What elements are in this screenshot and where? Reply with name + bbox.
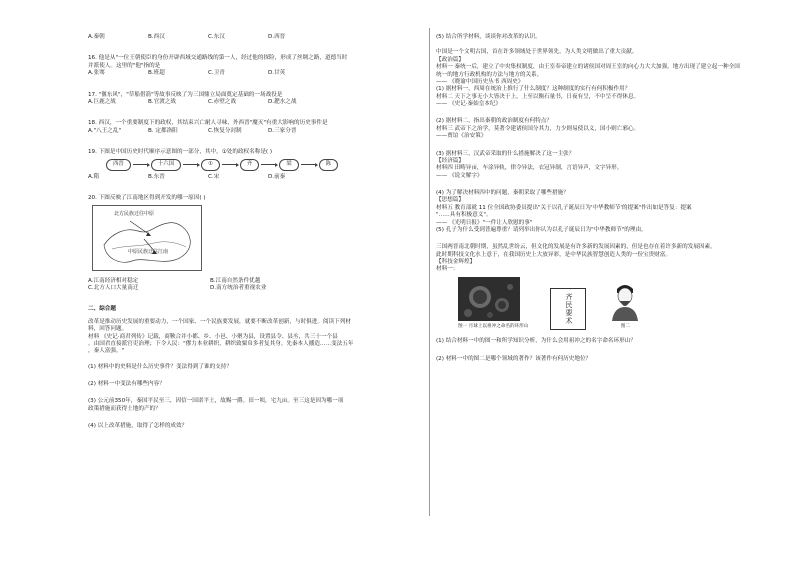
sub-question: 政策措施而获得土地的产的？ (88, 405, 161, 412)
figure-2 (550, 288, 586, 330)
passage-text: 中国是一个文明古国，首在许多领域处于世界领先，为人类文明做出了重大贡献。 (436, 49, 638, 56)
material-text: 材料 《史记·商君列传》记载，商鞅合并小都、乡、小邑、小聚为县，设置县令、县丞，共三十一个县 (88, 333, 338, 340)
question-text: 并派使人。这里的"他"指的是 (88, 62, 161, 69)
option[interactable]: A.巨鹿之战 (88, 98, 116, 105)
section-heading: 【经济篇】 (436, 157, 464, 164)
answer-space[interactable] (436, 108, 758, 118)
arrow-icon (261, 164, 277, 165)
question-text: 20. 下图反映了江南地区得到开发的哪一原因( ) (88, 194, 206, 201)
map-label: 中原民族迁往江南 (128, 249, 169, 256)
option[interactable]: D.甘英 (268, 70, 286, 77)
question-text: 19. 下图是中国历史时代顺序示意图的一部分，其中，①处的政权名称是( ) (88, 149, 273, 155)
sub-question: (2) 材料一中变法有哪些内容？ (88, 381, 165, 387)
option[interactable]: D.南方统治者重视农业 (210, 285, 267, 291)
citation: —— 《晓谕中国历史丛书 西周史》 (436, 78, 524, 85)
sub-question: (5) 孔子为什么受到普遍尊重？请列举出你认为以孔子诞辰日为"中华教师节"的理由。 (436, 226, 647, 233)
option[interactable]: C.赤壁之战 (208, 98, 237, 105)
passage-text: 三国两晋南北朝时期，虽然乱世纷云，但文化的发展是有许多新的发展因素的，但是也存在着许多新的发展因素。 (436, 244, 716, 251)
material-text: "……具有积极意义"。 (436, 212, 492, 219)
flow-node: ① (201, 159, 220, 170)
question-18 (88, 120, 420, 135)
option[interactable]: A.张骞 (88, 70, 105, 77)
option[interactable]: B.班超 (148, 70, 165, 77)
option[interactable]: A."八王之乱" (88, 127, 122, 134)
figure-portrait (608, 279, 642, 330)
sub-question: (1) 材料中的史料是什么历史事件？变法得到了谁的支持？ (88, 363, 232, 370)
sub-question: (1) 结合材料一中的图一和所学知识分析，为什么会用祖冲之的名字命名环形山？ (436, 338, 636, 345)
question-text: 16. 他是从"一位王朝使臣的身份开辟西域交通路线的第一人，经过他的探险，形成了丝绸之路，道德当时 (88, 55, 348, 62)
flow-node: 十六国 (151, 159, 181, 170)
answer-space[interactable] (88, 371, 420, 381)
sub-question: (2) 据材料二，指出秦朝的政治制度有何特点？ (436, 118, 552, 125)
option[interactable]: D.淝水之战 (268, 98, 297, 105)
dynasty-flow-diagram (106, 159, 420, 170)
q15-options (88, 34, 420, 41)
book-title: 齐民要术 (564, 293, 573, 326)
question-text: 17. "偃东风"，"草船借箭"等故事反映了为三国鼎立局面奠定基础的一场战役是 (88, 91, 283, 98)
scholar-portrait (608, 279, 642, 321)
section-heading: 【思想篇】 (436, 197, 464, 204)
flow-node: 陈 (319, 159, 338, 170)
passage-text: 改革是推动历史发展的重要动力，一个国家、一个民族要发展，就要不断改革创新，与时俱进。阅读下列材 (88, 318, 351, 325)
option[interactable]: D.三家分晋 (268, 127, 297, 134)
option[interactable]: A.秦朝 (88, 34, 105, 40)
option[interactable]: C.宋 (208, 173, 220, 180)
answer-space[interactable] (88, 388, 420, 398)
figure-row (458, 277, 758, 330)
arrow-icon (133, 164, 149, 165)
arrow-icon (183, 164, 199, 165)
figure-caption: 图二 (620, 324, 630, 330)
material-text: 材料一 秦统一后，建立了中央集权制度，由王室奉帝建立的诸侯国对周王室的向心力大大加强，地方出现了建立起一种全国 (436, 64, 740, 71)
citation: —— 《史记·秦始皇本纪》 (436, 101, 502, 107)
sub-question: (3) 公元前350年，秦国平民至三，因信一国诺平土，故赐一爵。田一顷，宅九亩。至三这是因为哪一项 (88, 398, 344, 405)
material-text: 材料四 田畴异亩，车涂异轨，律令异法，衣冠异制，言语异声，文字异形。 (436, 165, 623, 172)
question-text: 18. 西汉，一个重要制度下的政权，其结束兴亡耐人寻味，外西晋"魔灭"有重大影响的历史事件是 (88, 120, 328, 127)
answer-space[interactable] (88, 413, 420, 423)
material-text: ，秦人富强。" (88, 348, 125, 355)
answer-space[interactable] (436, 141, 758, 151)
sub-question: (4) 为了解决材料四中的问题，秦朝采取了哪些措施？ (436, 190, 569, 196)
material-text: 。由国君直接派官吏治理；下令人民："僇力本业耕织，耕织致粟帛多者复其身。先秦本人播造……变法五年 (88, 340, 354, 347)
migration-map (92, 205, 202, 271)
question-16 (88, 55, 420, 77)
answer-space[interactable] (436, 180, 758, 190)
map-label: 北方民族迁往中原 (114, 211, 155, 218)
material-label: 材料一： (436, 266, 459, 273)
option[interactable]: D.前秦 (268, 173, 286, 180)
flow-node: 西晋 (106, 159, 131, 170)
sub-question: (1) 据材料一，西周在统治上推行了什么制度？这种制度的实行有何积极作用？ (436, 86, 631, 93)
figure-1 (458, 277, 528, 330)
option[interactable]: C.恢复分封制 (208, 127, 242, 134)
citation: ——贾谊《治安策》 (436, 133, 487, 140)
option[interactable]: A.江南经济相对稳定 (88, 277, 139, 284)
option[interactable]: B.东晋 (148, 173, 165, 180)
section-heading: 【政治篇】 (436, 56, 464, 63)
question-21 (88, 319, 420, 431)
passage-text: 料，回答问题。 (88, 326, 128, 333)
option[interactable]: B.官渡之战 (148, 98, 176, 105)
option[interactable]: A.隋 (88, 173, 100, 180)
book-cover (550, 288, 586, 330)
question-17 (88, 92, 420, 107)
answer-space[interactable] (436, 346, 758, 356)
option[interactable]: B.江南自然条件优越 (210, 277, 261, 284)
option[interactable]: C.卫青 (208, 70, 225, 77)
q18-options (88, 128, 420, 135)
flow-node: 梁 (279, 159, 298, 170)
q20-options (88, 285, 420, 292)
citation: —— 《光明日报》"一件让人欣慰的事" (436, 219, 533, 226)
figure-caption: 图一 月球上以祖冲之命名的环形山 (458, 324, 529, 330)
sub-question: (4) 以上改革措施，取得了怎样的成效？ (88, 423, 188, 430)
option[interactable]: B. 定都洛阳 (148, 127, 178, 134)
moon-crater-photo (458, 277, 520, 321)
arrow-icon (222, 164, 238, 165)
q19-options (88, 174, 420, 181)
sub-question: (5) 结合所学材料，谈谈你对改革的认识。 (436, 34, 541, 40)
material-text: 材料五 教育部就 11 位全国政协委员提出"关于以孔子诞辰日为'中华教师节'的提案"作出如是答复：提案 (436, 204, 692, 211)
left-column (88, 34, 420, 431)
q16-options (88, 70, 420, 77)
passage-text: 此时期科技文化水上意于，在我国历史上大放异彩，是中华民族智慧创造人类的一份宝贵财富。 (436, 251, 671, 258)
option[interactable]: B.西汉 (148, 34, 165, 40)
column-divider (429, 28, 430, 516)
arrow-icon (301, 164, 317, 165)
right-column (436, 34, 758, 363)
sub-question: (3) 据材料三，汉武帝采取的什么措施解决了这一主张？ (436, 150, 575, 157)
option[interactable]: C.北方人口大量南迁 (88, 285, 139, 291)
option[interactable]: C.东汉 (208, 34, 225, 40)
section-heading: 【科技金辉煌】 (436, 259, 476, 265)
sub-question: (2) 材料一中的图二是哪个领域的著作？该著作有何历史地位？ (436, 355, 592, 362)
question-20 (88, 195, 420, 293)
citation: —— 《说文解字》 (436, 172, 483, 179)
q17-options (88, 99, 420, 106)
section-title: 二、综合题 (88, 306, 116, 313)
option[interactable]: D.西晋 (268, 34, 286, 40)
question-19 (88, 149, 420, 181)
material-text: 材料二 天下之事无小大皆决于上，上至以衡石量书，日夜有呈，不中呈不得休息。 (436, 93, 640, 100)
material-text: 材料三 武帝下之治学，莫著令建诸侯国分其力，力少则易使以义，国小则亡邪心。 (436, 125, 640, 132)
flow-node: 齐 (240, 159, 259, 170)
q20-options (88, 278, 420, 285)
answer-space[interactable] (436, 234, 758, 244)
material-text: 统一的地方行政机构的方法与地方的关系。 (436, 71, 543, 78)
